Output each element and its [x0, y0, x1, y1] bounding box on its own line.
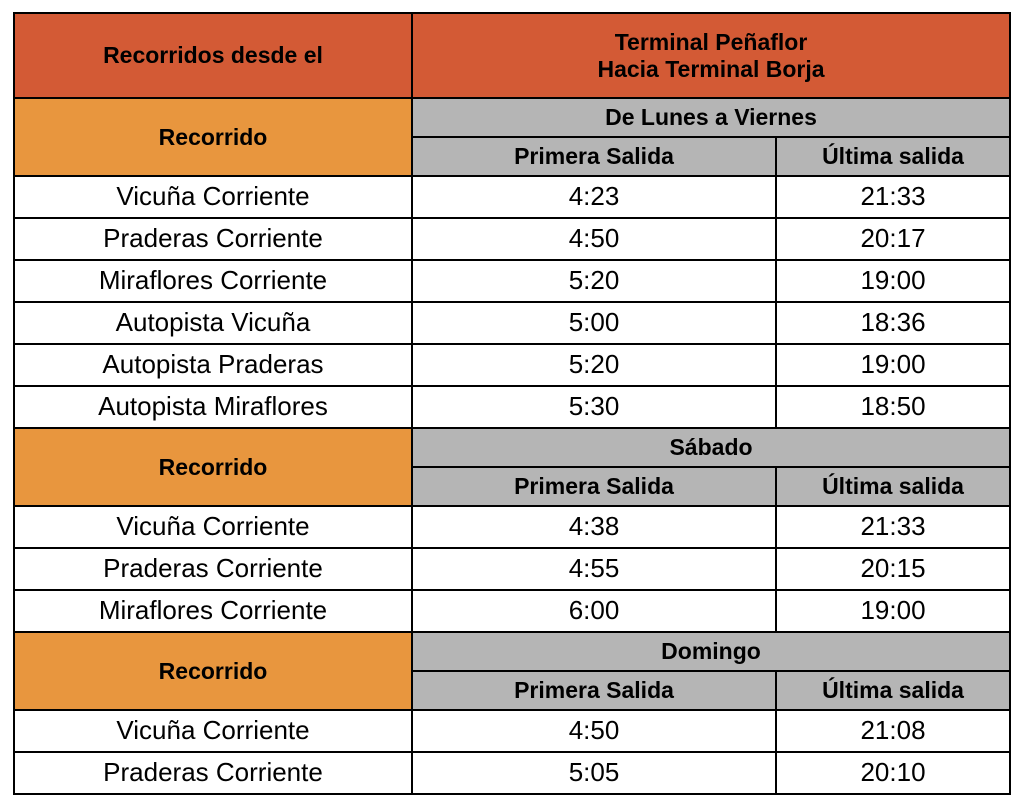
first-departure-time: 4:55: [412, 548, 776, 590]
day-label: Domingo: [412, 632, 1010, 671]
first-departure-time: 5:20: [412, 260, 776, 302]
first-departure-time: 4:50: [412, 218, 776, 260]
first-departure-time: 5:20: [412, 344, 776, 386]
last-departure-time: 20:10: [776, 752, 1010, 794]
header-origin-terminal: Terminal Peñaflor: [614, 29, 808, 56]
first-departure-header: Primera Salida: [412, 671, 776, 710]
table-row: [14, 260, 1010, 302]
first-departure-time: 4:38: [412, 506, 776, 548]
route-name: Praderas Corriente: [14, 752, 412, 794]
last-departure-header: Última salida: [776, 467, 1010, 506]
route-column-header: Recorrido: [14, 98, 412, 176]
first-departure-time: 5:30: [412, 386, 776, 428]
header-destination-terminal: Hacia Terminal Borja: [597, 55, 825, 82]
route-name: Vicuña Corriente: [14, 710, 412, 752]
day-label: Sábado: [412, 428, 1010, 467]
section-header-row: [14, 428, 1010, 467]
header-terminal-title: [412, 13, 1010, 98]
last-departure-time: 18:36: [776, 302, 1010, 344]
table-row: [14, 548, 1010, 590]
table-row: [14, 176, 1010, 218]
table-row: [14, 302, 1010, 344]
first-departure-time: 5:00: [412, 302, 776, 344]
first-departure-time: 6:00: [412, 590, 776, 632]
last-departure-time: 18:50: [776, 386, 1010, 428]
last-departure-time: 20:17: [776, 218, 1010, 260]
table-row: [14, 386, 1010, 428]
first-departure-time: 4:23: [412, 176, 776, 218]
last-departure-time: 19:00: [776, 590, 1010, 632]
route-name: Miraflores Corriente: [14, 260, 412, 302]
table-row: [14, 344, 1010, 386]
route-name: Autopista Praderas: [14, 344, 412, 386]
route-name: Praderas Corriente: [14, 218, 412, 260]
table-row: [14, 218, 1010, 260]
last-departure-time: 21:08: [776, 710, 1010, 752]
route-name: Autopista Miraflores: [14, 386, 412, 428]
route-column-header: Recorrido: [14, 428, 412, 506]
table-header-row: [14, 13, 1010, 98]
first-departure-time: 5:05: [412, 752, 776, 794]
last-departure-time: 20:15: [776, 548, 1010, 590]
last-departure-header: Última salida: [776, 137, 1010, 176]
section-header-row: [14, 632, 1010, 671]
route-column-header: Recorrido: [14, 632, 412, 710]
last-departure-header: Última salida: [776, 671, 1010, 710]
schedule-table: [13, 12, 1011, 795]
route-name: Vicuña Corriente: [14, 176, 412, 218]
first-departure-header: Primera Salida: [412, 467, 776, 506]
day-label: De Lunes a Viernes: [412, 98, 1010, 137]
table-row: [14, 710, 1010, 752]
route-name: Praderas Corriente: [14, 548, 412, 590]
first-departure-time: 4:50: [412, 710, 776, 752]
table-row: [14, 506, 1010, 548]
table-row: [14, 590, 1010, 632]
table-row: [14, 752, 1010, 794]
section-header-row: [14, 98, 1010, 137]
last-departure-time: 19:00: [776, 260, 1010, 302]
last-departure-time: 21:33: [776, 176, 1010, 218]
first-departure-header: Primera Salida: [412, 137, 776, 176]
header-route-origin: Recorridos desde el: [14, 13, 412, 98]
route-name: Autopista Vicuña: [14, 302, 412, 344]
route-name: Vicuña Corriente: [14, 506, 412, 548]
route-name: Miraflores Corriente: [14, 590, 412, 632]
last-departure-time: 19:00: [776, 344, 1010, 386]
last-departure-time: 21:33: [776, 506, 1010, 548]
